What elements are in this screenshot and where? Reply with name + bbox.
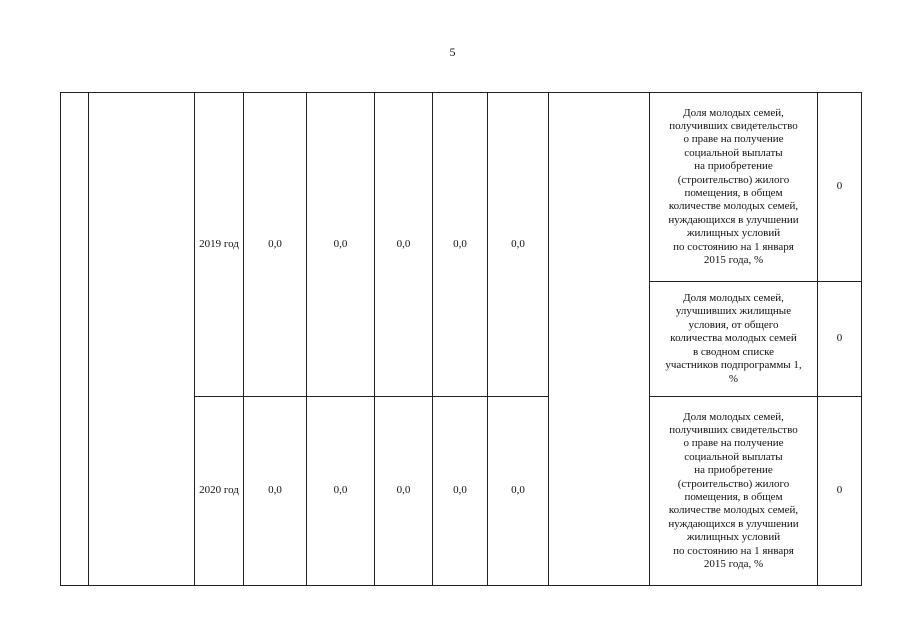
value-cell: 0,0 [433,397,488,586]
year-cell: 2020 год [195,397,244,586]
page-number: 5 [449,45,456,59]
indicator-name: Доля молодых семей, получивших свидетельство о праве на получение социальной выплаты на приобретение (строительство) жилого помещения, в общем количестве молодых семей, нуждающихся в улучшении жилищных условий по состоянию на 1 января 2015 года, % [668,106,799,267]
value-cell: 0,0 [488,397,549,586]
value-cell: 0,0 [307,93,375,397]
table-row [61,93,862,282]
number-cell [61,93,89,586]
indicator-name-cell [650,282,818,397]
measure-name-cell [89,93,195,586]
program-indicators-table [60,92,862,586]
indicator-name: Доля молодых семей, получивших свидетельство о праве на получение социальной выплаты на приобретение (строительство) жилого помещения, в общем количестве молодых семей, нуждающихся в улучшении жилищных условий по состоянию на 1 января 2015 года, % [668,410,799,571]
indicator-value-cell: 0 [818,397,862,586]
year-cell: 2019 год [195,93,244,397]
indicator-value-cell: 0 [818,93,862,282]
indicator-value-cell: 0 [818,282,862,397]
value-cell: 0,0 [433,93,488,397]
value-cell: 0,0 [244,93,307,397]
executor-cell [549,93,650,586]
indicator-name-cell [650,93,818,282]
value-cell: 0,0 [375,397,433,586]
value-cell: 0,0 [375,93,433,397]
value-cell: 0,0 [488,93,549,397]
indicator-name-cell [650,397,818,586]
value-cell: 0,0 [244,397,307,586]
value-cell: 0,0 [307,397,375,586]
indicator-name: Доля молодых семей, улучшивших жилищные условия, от общего количества молодых семей в сводном списке участников подпрограммы 1, % [665,292,802,385]
